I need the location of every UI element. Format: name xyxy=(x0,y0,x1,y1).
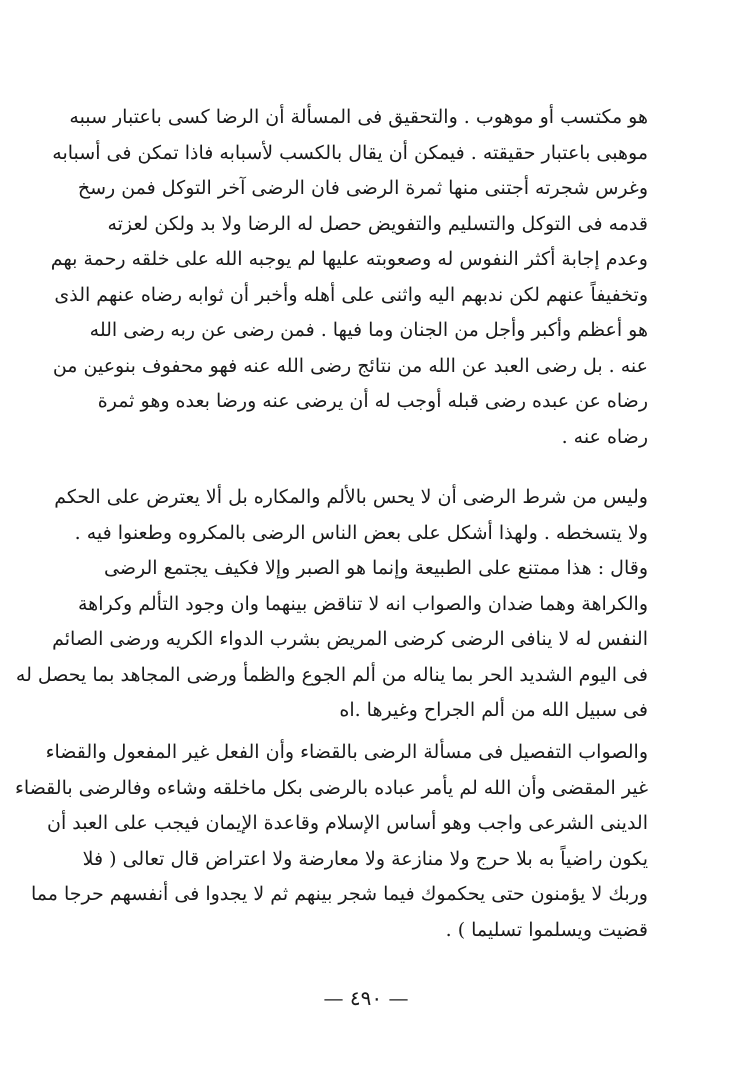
text-line: وغرس شجرته أجتنى منها ثمرة الرضى فان الرضى آخر التوكل فمن رسخ xyxy=(77,177,648,199)
text-line: موهبى باعتبار حقيقته . فيمكن أن يقال بالكسب لأسبابه فاذا تمكن فى أسبابه xyxy=(52,141,648,164)
text-line: فى سبيل الله من ألم الجراح وغيرها .اه xyxy=(339,699,648,721)
text-line: والصواب التفصيل فى مسألة الرضى بالقضاء وأن الفعل غير المفعول والقضاء xyxy=(45,741,648,763)
paragraph-1 xyxy=(50,100,648,455)
text-line: هو مكتسب أو موهوب . والتحقيق فى المسألة أن الرضا كسى باعتبار سببه xyxy=(69,106,648,128)
text-line: عنه . بل رضى العبد عن الله من نتائج رضى الله عنه فهو محفوف بنوعين من xyxy=(52,354,648,377)
paragraph-3 xyxy=(14,735,648,948)
paragraph-2 xyxy=(15,480,648,729)
text-line: ولا يتسخطه . ولهذا أشكل على بعض الناس الرضى بالمكروه وطعنوا فيه . xyxy=(74,521,648,544)
page-number: — ٤٩٠ — xyxy=(323,986,409,1010)
text-line: وتخفيفاً عنهم لكن ندبهم اليه واثنى على أهله وأخبر أن ثوابه رضاه عنهم الذى xyxy=(54,283,648,306)
text-line: غير المقضى وأن الله لم يأمر عباده بالرضى بكل ماخلقه وشاءه وفالرضى بالقضاء xyxy=(14,776,648,799)
text-line: قدمه فى التوكل والتسليم والتفويض حصل له الرضا ولا بد ولكن لعزته xyxy=(107,212,648,235)
text-line: وربك لا يؤمنون حتى يحكموك فيما شجر بينهم ثم لا يجدوا فى أنفسهم حرجا مما xyxy=(31,883,648,905)
text-line: وقال : هذا ممتنع على الطبيعة وإنما هو الصبر وإلا فكيف يجتمع الرضى xyxy=(104,557,648,579)
text-line: فى اليوم الشديد الحر بما يناله من ألم الجوع والظمأ ورضى المجاهد بما يحصل له xyxy=(15,663,648,686)
text-line: الدينى الشرعى واجب وهو أساس الإسلام وقاعدة الإيمان فيجب على العبد أن xyxy=(46,812,648,834)
text-line: وعدم إجابة أكثر النفوس له وصعوبته عليها لم يوجبه الله على خلقه رحمة بهم xyxy=(50,248,648,270)
text-line: رضاه عن عبده رضى قبله أوجب له أن يرضى عنه ورضا بعده وهو ثمرة xyxy=(97,390,648,412)
text-line: والكراهة وهما ضدان والصواب انه لا تناقض بينهما وان وجود التألم وكراهة xyxy=(77,592,648,615)
text-line: يكون راضياً به بلا حرج ولا منازعة ولا معارضة ولا اعتراض قال تعالى ( فلا xyxy=(82,847,648,870)
text-line: النفس له لا ينافى الرضى كرضى المريض بشرب الدواء الكريه ورضى الصائم xyxy=(52,628,648,650)
text-line: هو أعظم وأكبر وأجل من الجنان وما فيها . فمن رضى عن ربه رضى الله xyxy=(89,319,648,341)
text-line: رضاه عنه . xyxy=(561,425,648,448)
text-line: قضيت ويسلموا تسليما ) . xyxy=(445,918,648,941)
text-line: وليس من شرط الرضى أن لا يحس بالألم والمكاره بل ألا يعترض على الحكم xyxy=(54,486,648,508)
